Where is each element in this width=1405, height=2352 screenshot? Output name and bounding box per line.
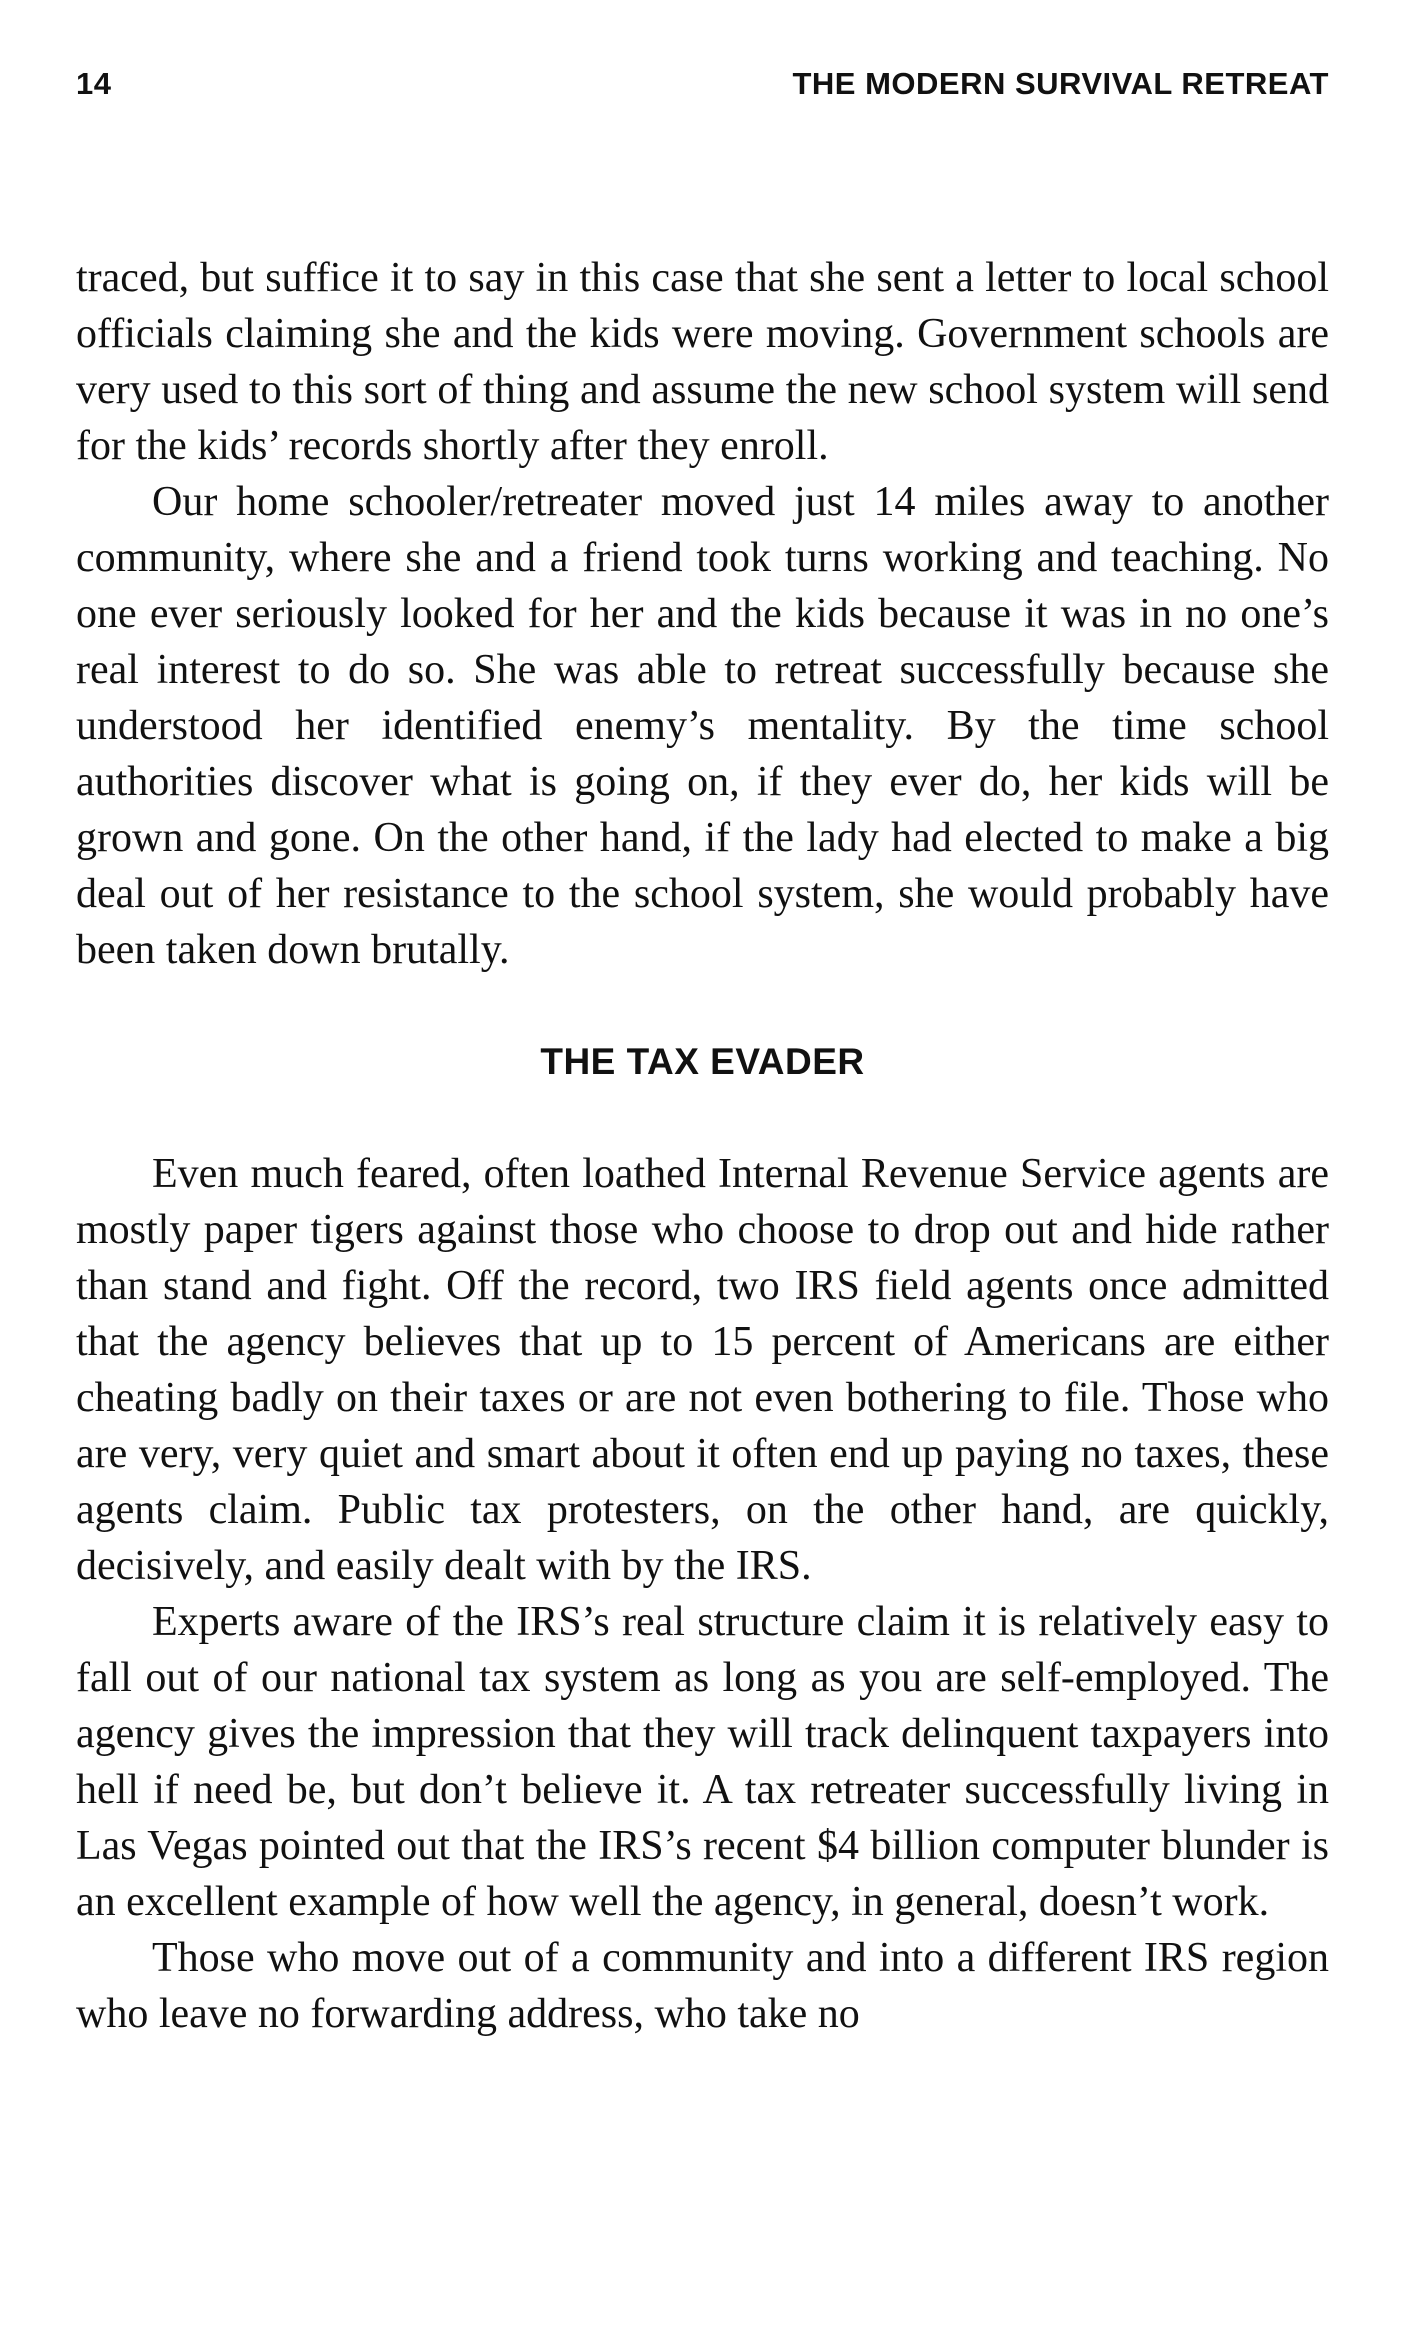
book-page <box>76 66 1329 2042</box>
paragraph-continues: Those who move out of a community and into a different IRS region who leave no forwarding address, who take no <box>76 1935 1329 2037</box>
body-text <box>76 250 1329 2042</box>
book-title: THE MODERN SURVIVAL RETREAT <box>792 66 1329 101</box>
paragraph: Even much feared, often loathed Internal Revenue Service agents are mostly paper tigers against those who choose to drop out and hide rather than stand and fight. Off the record, two IRS field agents once admitted that the agency believes that up to 15 percent of Americans are either cheating badly on their taxes or are not even bothering to file. Those who are very, very quiet and smart about it often end up paying no taxes, these agents claim. Public tax protesters, on the other hand, are quickly, decisively, and easily dealt with by the IRS. <box>76 1151 1329 1589</box>
page-number: 14 <box>76 66 112 101</box>
running-head <box>76 66 1329 126</box>
section-heading: THE TAX EVADER <box>540 1041 865 1082</box>
paragraph: Experts aware of the IRS’s real structure claim it is relatively easy to fall out of our national tax system as long as you are self-employed. The agency gives the impression that they will track delinquent taxpayers into hell if need be, but don’t believe it. A tax retreater successfully living in Las Vegas pointed out that the IRS’s recent $4 billion computer blunder is an excellent example of how well the agency, in general, doesn’t work. <box>76 1599 1329 1925</box>
paragraph-continued: traced, but suffice it to say in this case that she sent a letter to local school officials claiming she and the kids were moving. Government schools are very used to this sort of thing and assume the new school system will send for the kids’ records shortly after they enroll. <box>76 255 1329 469</box>
paragraph: Our home schooler/retreater moved just 14 miles away to another community, where she and a friend took turns working and teaching. No one ever seriously looked for her and the kids because it was in no one’s real interest to do so. She was able to retreat successfully because she understood her identified enemy’s mentality. By the time school authorities discover what is going on, if they ever do, her kids will be grown and gone. On the other hand, if the lady had elected to make a big deal out of her resistance to the school system, she would probably have been taken down brutally. <box>76 479 1329 973</box>
